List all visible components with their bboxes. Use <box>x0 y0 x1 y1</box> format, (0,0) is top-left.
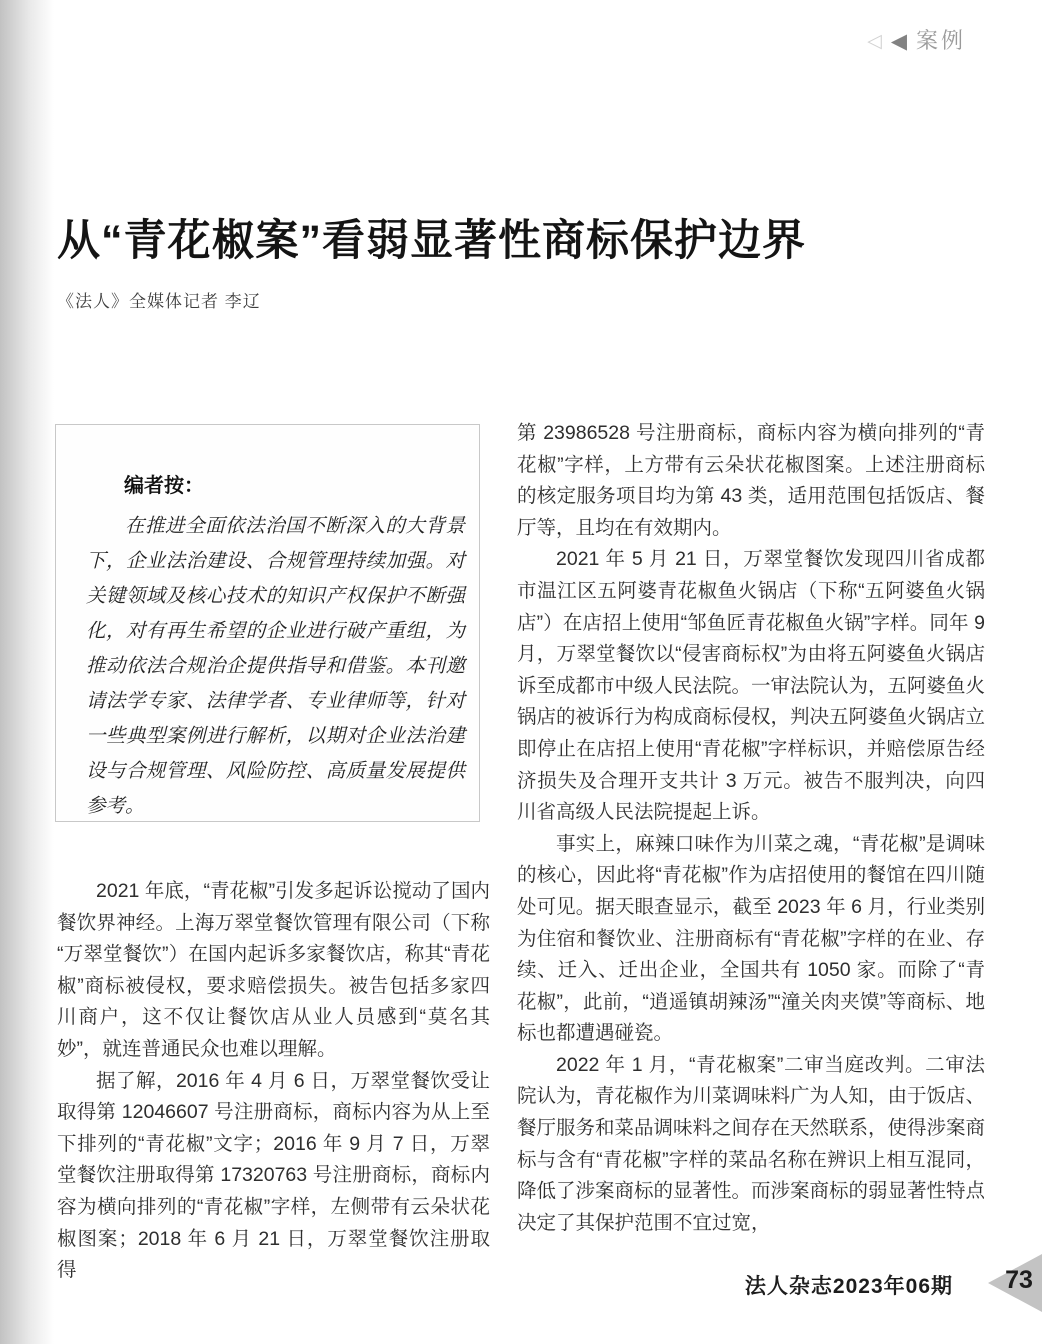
editor-note-heading: 编者按： <box>124 475 204 497</box>
journal-issue-label: 法人杂志2023年06期 <box>744 1275 953 1298</box>
page-number: 73 <box>1005 1266 1033 1294</box>
section-label: 案例 <box>915 28 966 53</box>
paragraph: 2021 年底，“青花椒”引发多起诉讼搅动了国内餐饮界神经。上海万翠堂餐饮管理有限公司（下称“万翠堂餐饮”）在国内起诉多家餐饮店，称其“青花椒”商标被侵权，要求赔偿损失。被告包括多家四川商户，这不仅让餐饮店从业人员感到“莫名其妙”，就连普通民众也难以理解。 <box>57 880 490 1060</box>
paragraph: 据了解，2016 年 4 月 6 日，万翠堂餐饮受让取得第 12046607 号注册商标，商标内容为从上至下排列的“青花椒”文字；2016 年 9 月 7 日，万翠堂餐饮注册取得第 17320763 号注册商标，商标内容为横向排列的“青花椒”字样，左侧带有云朵状花椒图案；2018 年 6 月 21 日，万翠堂餐饮注册取得 <box>57 1069 490 1282</box>
chevron-left-solid-icon: ◀ <box>890 29 907 53</box>
paragraph: 第 23986528 号注册商标，商标内容为横向排列的“青花椒”字样，上方带有云朵状花椒图案。上述注册商标的核定服务项目均为第 43 类，适用范围包括饭店、餐厅等，且均在有效期内。 <box>517 422 985 539</box>
paragraph: 2021 年 5 月 21 日，万翠堂餐饮发现四川省成都市温江区五阿婆青花椒鱼火锅店（下称“五阿婆鱼火锅店”）在店招上使用“邹鱼匠青花椒鱼火锅”字样。同年 9 月，万翠堂餐饮以“侵害商标权”为由将五阿婆鱼火锅店诉至成都市中级人民法院。一审法院认为，五阿婆鱼火锅店的被诉行为构成商标侵权，判决五阿婆鱼火锅店立即停止在店招上使用“青花椒”字样标识，并赔偿原告经济损失及合理开支共计 3 万元。被告不服判决，向四川省高级人民法院提起上诉。 <box>517 548 986 824</box>
paragraph: 事实上，麻辣口味作为川菜之魂，“青花椒”是调味的核心，因此将“青花椒”作为店招使用的餐馆在四川随处可见。据天眼查显示，截至 2023 年 6 月，行业类别为住宿和餐饮业、注册商标有“青花椒”字样的在业、存续、迁入、迁出企业，全国共有 1050 家。而除了“青花椒”，此前，“逍遥镇胡辣汤”“潼关肉夹馍”等商标、地标也都遭遇碰瓷。 <box>517 832 985 1045</box>
page-left-shadow <box>0 0 54 1344</box>
article-column-right <box>517 418 985 1239</box>
editor-note-box <box>55 424 480 822</box>
chevron-left-outline-icon: ◁ <box>867 30 882 52</box>
article-column-left <box>57 876 490 1287</box>
section-header <box>867 30 966 52</box>
article-byline: 《法人》全媒体记者 李辽 <box>57 292 261 311</box>
paragraph: 2022 年 1 月，“青花椒案”二审当庭改判。二审法院认为，青花椒作为川菜调味料广为人知，由于饭店、餐厅服务和菜品调味料之间存在天然联系，使得涉案商标与含有“青花椒”字样的菜品名称在辨识上相互混同，降低了涉案商标的显著性。而涉案商标的弱显著性特点决定了其保护范围不宜过宽， <box>517 1053 986 1234</box>
article-title: 从“青花椒案”看弱显著性商标保护边界 <box>57 216 806 265</box>
editor-note-body: 在推进全面依法治国不断深入的大背景下，企业法治建设、合规管理持续加强。对关键领域及核心技术的知识产权保护不断强化，对有再生希望的企业进行破产重组，为推动依法合规治企提供指导和借鉴。本刊邀请法学专家、法律学者、专业律师等，针对一些典型案例进行解析，以期对企业法治建设与合规管理、风险防控、高质量发展提供参考。 <box>86 514 465 817</box>
